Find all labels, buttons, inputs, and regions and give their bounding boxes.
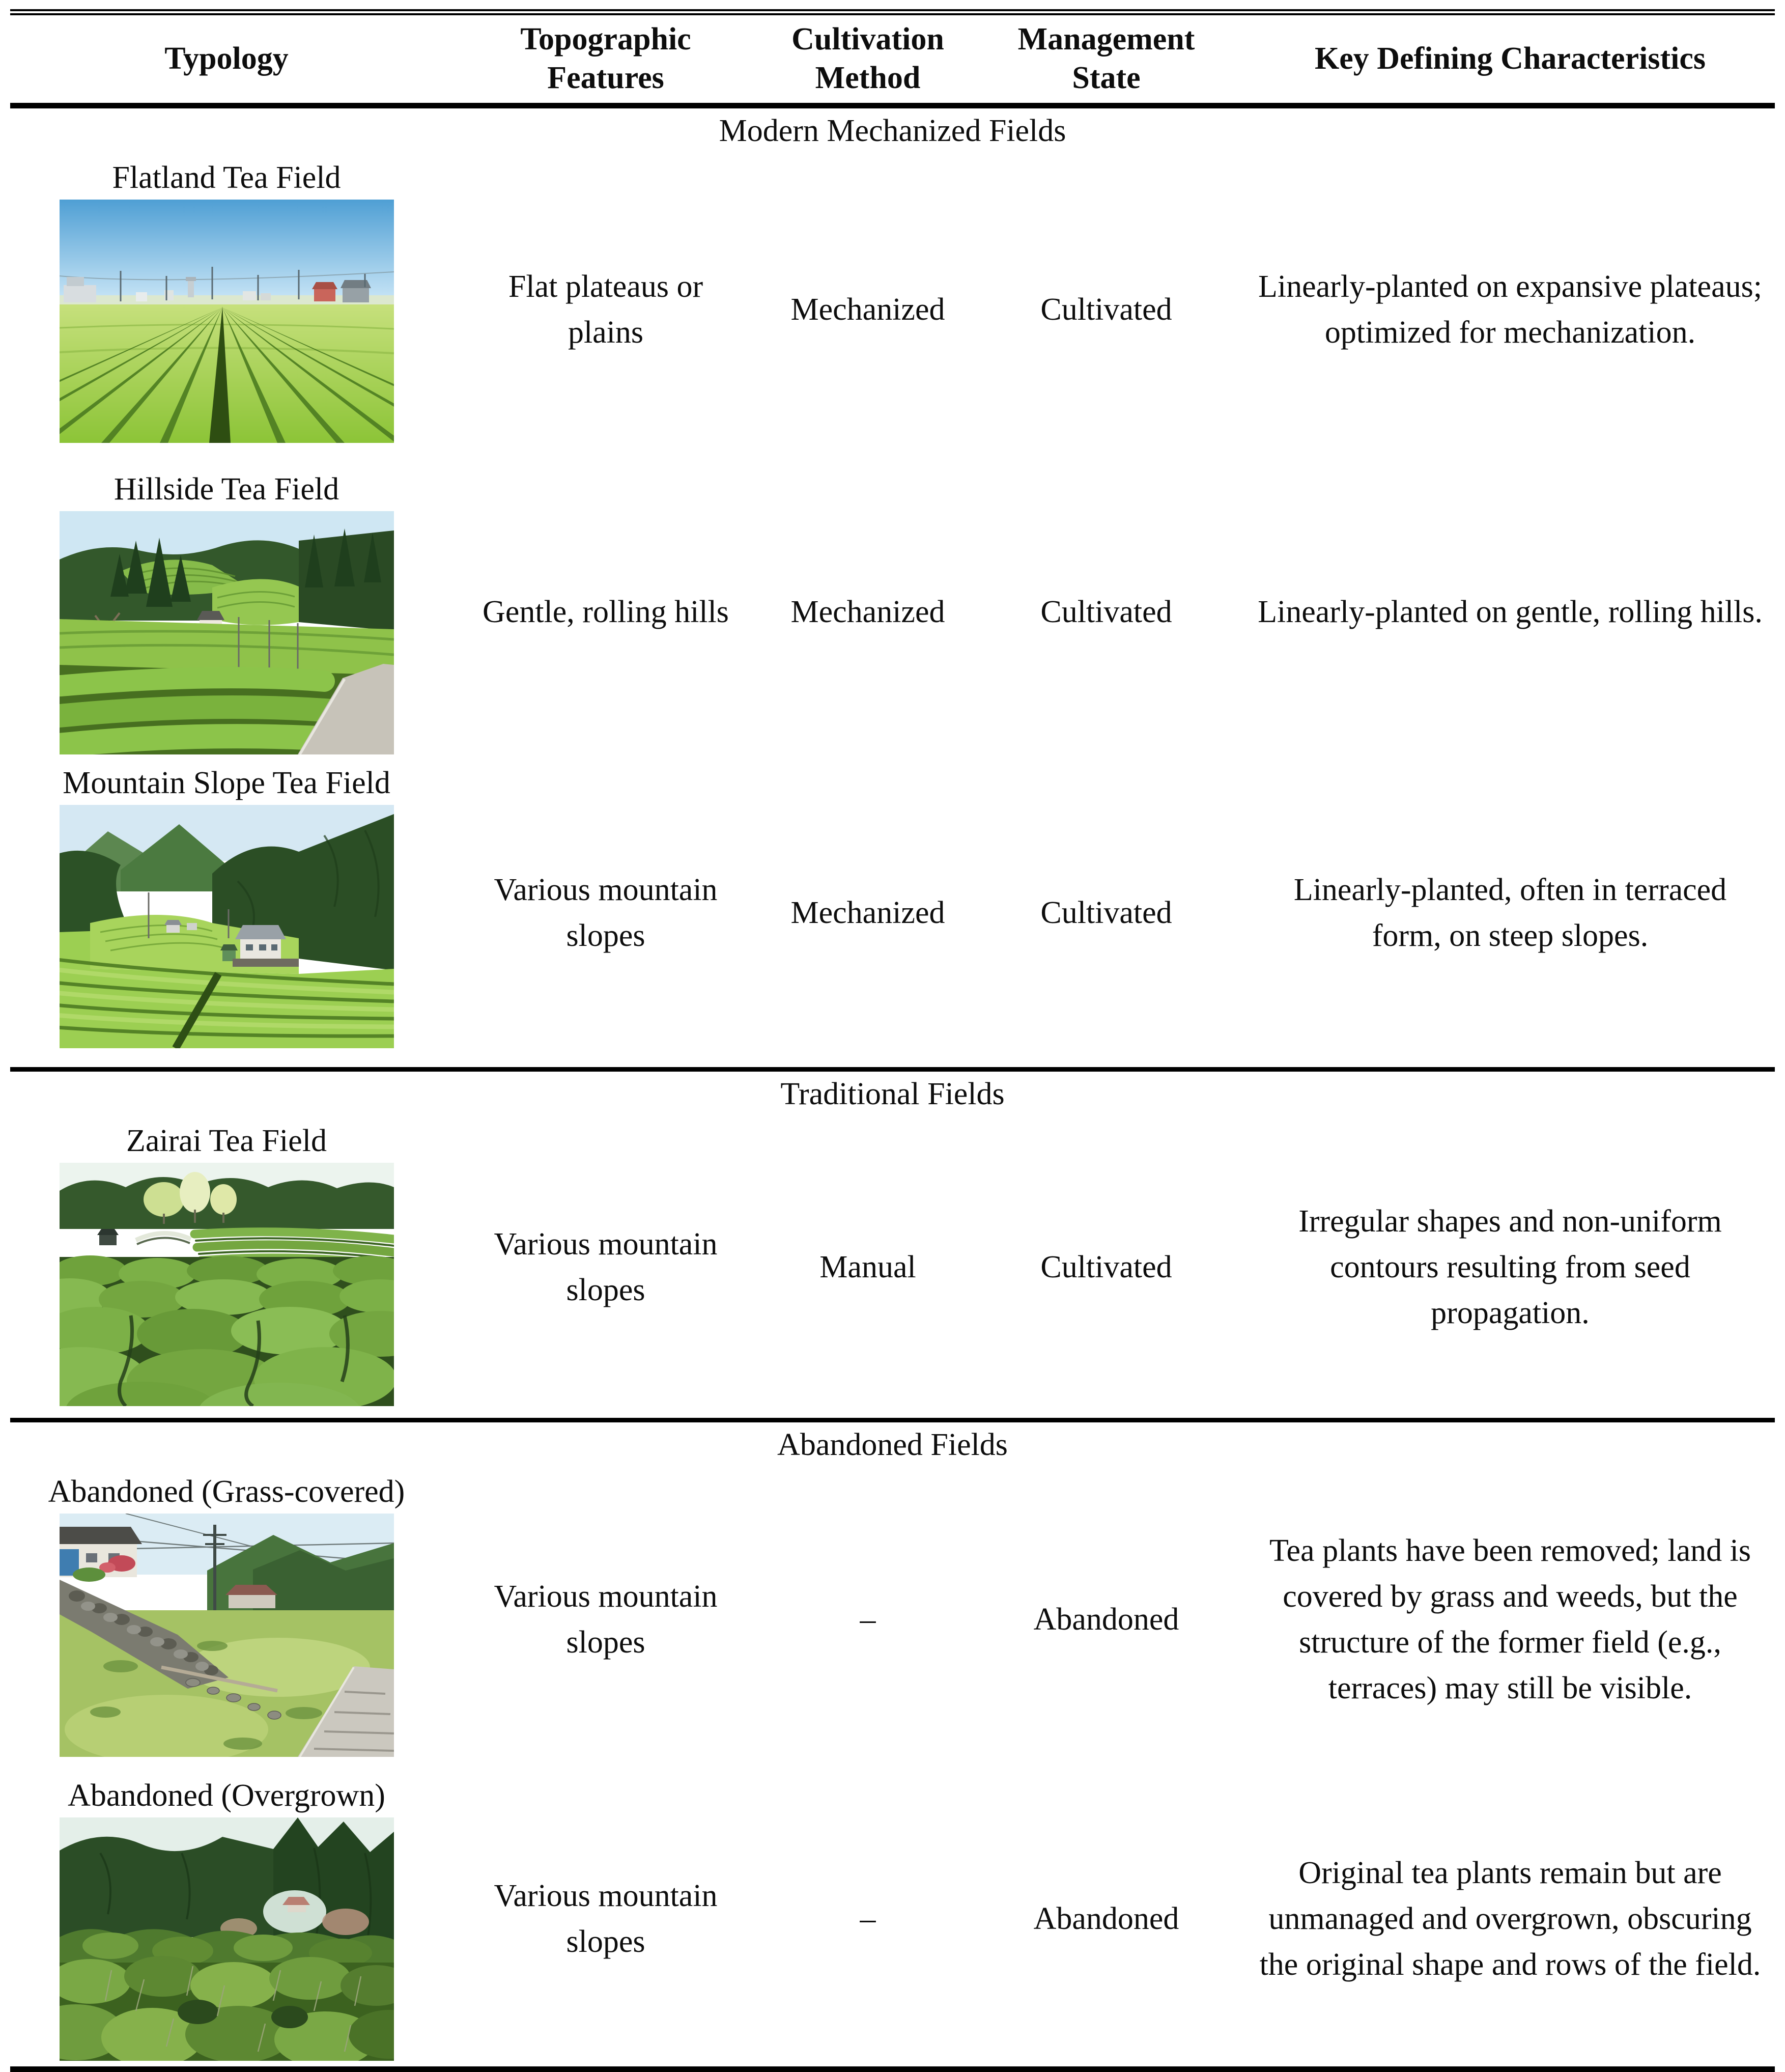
topographic-features-cell: Various mountain slopes	[494, 1878, 718, 1959]
table-row	[10, 1772, 1775, 2069]
management-state-cell: Abandoned	[1033, 1602, 1179, 1637]
table-row	[10, 154, 1775, 466]
typology-cell	[10, 466, 443, 760]
abandoned-grass-covered-photo	[60, 1514, 394, 1757]
key-characteristics-cell: Tea plants have been removed; land is covered by grass and weeds, but the structure of the former field (e.g., terraces) may still be visible.	[1269, 1533, 1751, 1706]
management-state-cell: Cultivated	[1040, 292, 1172, 327]
table-row	[10, 1468, 1775, 1772]
table-header	[10, 12, 1775, 106]
table-row	[10, 760, 1775, 1070]
typology-label: Hillside Tea Field	[114, 471, 339, 507]
table-row	[10, 1117, 1775, 1420]
cultivation-method-cell: Mechanized	[790, 895, 945, 930]
hillside-tea-field-photo	[60, 511, 394, 754]
col-header-key-characteristics: Key Defining Characteristics	[1315, 41, 1706, 76]
section-title: Modern Mechanized Fields	[719, 114, 1066, 148]
col-header-management-state: Management State	[1017, 22, 1195, 95]
cultivation-method-cell: –	[860, 1602, 876, 1637]
typology-label: Abandoned (Grass-covered)	[48, 1474, 405, 1509]
cultivation-method-cell: Mechanized	[790, 292, 945, 327]
cultivation-method-cell: Mechanized	[790, 595, 945, 630]
col-header-topographic-features: Topographic Features	[520, 22, 691, 95]
cultivation-method-cell: –	[860, 1901, 876, 1936]
col-header-typology: Typology	[164, 41, 289, 76]
typology-cell	[10, 154, 443, 466]
col-header-cultivation-method: Cultivation Method	[791, 22, 944, 95]
topographic-features-cell: Various mountain slopes	[494, 1579, 718, 1660]
section-header-traditional	[10, 1069, 1775, 1117]
typology-cell	[10, 1772, 443, 2069]
tea-field-typology-table	[10, 9, 1775, 2072]
management-state-cell: Cultivated	[1040, 1249, 1172, 1284]
key-characteristics-cell: Irregular shapes and non-uniform contours resulting from seed propagation.	[1298, 1203, 1722, 1330]
management-state-cell: Cultivated	[1040, 595, 1172, 630]
flatland-tea-field-photo	[60, 200, 394, 443]
key-characteristics-cell: Original tea plants remain but are unmanaged and overgrown, obscuring the original shape and rows of the field.	[1259, 1855, 1761, 1982]
table-row	[10, 466, 1775, 760]
zairai-tea-field-photo	[60, 1163, 394, 1406]
section-title: Traditional Fields	[780, 1076, 1005, 1111]
topographic-features-cell: Flat plateaus or plains	[508, 269, 703, 350]
key-characteristics-cell: Linearly-planted on gentle, rolling hills.	[1258, 595, 1763, 630]
mountain-slope-tea-field-photo	[60, 805, 394, 1048]
management-state-cell: Abandoned	[1033, 1901, 1179, 1936]
typology-label: Mountain Slope Tea Field	[63, 765, 390, 800]
header-row	[10, 12, 1775, 106]
typology-label: Flatland Tea Field	[112, 160, 341, 195]
typology-cell	[10, 760, 443, 1070]
topographic-features-cell: Various mountain slopes	[494, 873, 718, 953]
key-characteristics-cell: Linearly-planted on expansive plateaus; optimized for mechanization.	[1258, 269, 1762, 350]
topographic-features-cell: Various mountain slopes	[494, 1226, 718, 1307]
typology-label: Abandoned (Overgrown)	[68, 1778, 385, 1813]
section-header-abandoned	[10, 1420, 1775, 1468]
section-title: Abandoned Fields	[777, 1427, 1008, 1462]
cultivation-method-cell: Manual	[819, 1249, 916, 1284]
typology-cell	[10, 1117, 443, 1420]
typology-cell	[10, 1468, 443, 1772]
topographic-features-cell: Gentle, rolling hills	[483, 595, 729, 630]
abandoned-overgrown-photo	[60, 1817, 394, 2061]
key-characteristics-cell: Linearly-planted, often in terraced form, on steep slopes.	[1293, 873, 1727, 953]
section-header-modern-mechanized	[10, 106, 1775, 154]
typology-label: Zairai Tea Field	[126, 1123, 327, 1158]
management-state-cell: Cultivated	[1040, 895, 1172, 930]
